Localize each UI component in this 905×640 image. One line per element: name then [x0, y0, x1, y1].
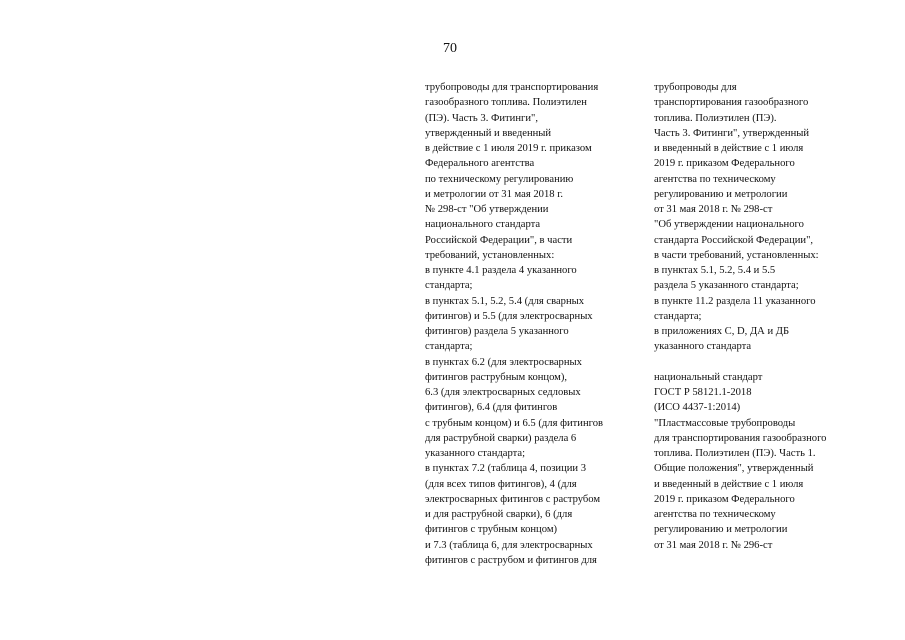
right-column-bottom-block	[654, 370, 886, 553]
text-line: в пункте 11.2 раздела 11 указанного	[654, 295, 816, 307]
text-line: "Об утверждении национального	[654, 219, 804, 231]
text-line: стандарта Российской Федерации",	[654, 234, 814, 246]
text-line: и 7.3 (таблица 6, для электросварных	[425, 539, 593, 551]
text-line: фитингов раструбным концом),	[425, 371, 568, 383]
text-line: в пунктах 7.2 (таблица 4, позиции 3	[425, 463, 587, 475]
text-line: национальный стандарт	[654, 371, 763, 383]
text-line: для транспортирования газообразного	[654, 432, 827, 444]
text-line: в пункте 4.1 раздела 4 указанного	[425, 265, 577, 276]
text-line: топлива. Полиэтилен (ПЭ). Часть 1.	[654, 448, 816, 459]
text-line: в пунктах 5.1, 5.2, 5.4 и 5.5	[654, 265, 776, 276]
text-line: трубопроводы для транспортирования	[425, 82, 599, 93]
text-line: национального стандарта	[425, 219, 541, 231]
text-line: ГОСТ Р 58121.1-2018	[654, 387, 752, 398]
text-line: указанного стандарта	[654, 341, 752, 353]
text-line: и метрологии от 31 мая 2018 г.	[425, 188, 564, 200]
text-line: от 31 мая 2018 г. № 296-ст	[654, 539, 773, 551]
text-line: фитингов с раструбом и фитингов для	[425, 554, 597, 566]
text-line: топлива. Полиэтилен (ПЭ).	[654, 112, 777, 124]
text-line: для раструбной сварки) раздела 6	[425, 432, 577, 444]
text-line: трубопроводы для	[654, 82, 737, 93]
text-line: регулированию и метрологии	[654, 524, 788, 536]
text-line: в приложениях С, D, ДА и ДБ	[654, 326, 790, 337]
text-line: стандарта;	[425, 280, 473, 292]
text-line: стандарта;	[654, 310, 702, 322]
text-line: в пунктах 5.1, 5.2, 5.4 (для сварных	[425, 295, 585, 307]
right-column-top-block	[654, 80, 886, 355]
text-line: (для всех типов фитингов), 4 (для	[425, 478, 577, 490]
text-line: 2019 г. приказом Федерального	[654, 493, 795, 505]
text-line: регулированию и метрологии	[654, 188, 788, 200]
text-line: агентства по техническому	[654, 173, 776, 185]
text-line: в действие с 1 июля 2019 г. приказом	[425, 143, 592, 154]
text-line: транспортирования газообразного	[654, 97, 809, 109]
text-line: Общие положения", утвержденный	[654, 463, 814, 475]
text-line: Российской Федерации", в части	[425, 234, 573, 246]
text-line: стандарта;	[425, 341, 473, 353]
right-column	[654, 80, 886, 553]
text-line: (ИСО 4437-1:2014)	[654, 402, 741, 414]
text-line: от 31 мая 2018 г. № 298-ст	[654, 204, 773, 215]
text-line: требований, установленных:	[425, 249, 555, 261]
text-line: Часть 3. Фитинги", утвержденный	[654, 127, 810, 139]
text-line: электросварных фитингов с раструбом	[425, 493, 601, 505]
text-line: 6.3 (для электросварных седловых	[425, 387, 581, 398]
text-line: раздела 5 указанного стандарта;	[654, 280, 799, 292]
text-line: в части требований, установленных:	[654, 249, 819, 261]
text-line: (ПЭ). Часть 3. Фитинги",	[425, 112, 538, 124]
text-line: утвержденный и введенный	[425, 127, 552, 139]
text-line: фитингов) раздела 5 указанного	[425, 326, 569, 337]
text-line: газообразного топлива. Полиэтилен	[425, 97, 587, 109]
paragraph-spacer	[654, 355, 886, 370]
page-number: 70	[443, 41, 457, 56]
text-line: и введенный в действие с 1 июля	[654, 478, 804, 490]
text-line: агентства по техническому	[654, 509, 776, 520]
text-line: № 298-ст "Об утверждении	[425, 204, 549, 215]
text-line: и введенный в действие с 1 июля	[654, 143, 804, 154]
text-line: в пунктах 6.2 (для электросварных	[425, 356, 582, 368]
text-line: и для раструбной сварки), 6 (для	[425, 509, 573, 520]
text-line: по техническому регулированию	[425, 173, 574, 185]
text-line: 2019 г. приказом Федерального	[654, 158, 795, 170]
text-line: указанного стандарта;	[425, 448, 526, 459]
text-line: фитингов с трубным концом)	[425, 524, 558, 536]
left-column	[425, 80, 647, 568]
text-line: с трубным концом) и 6.5 (для фитингов	[425, 417, 603, 429]
text-line: Федерального агентства	[425, 158, 535, 170]
text-line: фитингов) и 5.5 (для электросварных	[425, 310, 593, 322]
text-line: фитингов), 6.4 (для фитингов	[425, 402, 558, 414]
text-line: "Пластмассовые трубопроводы	[654, 417, 796, 429]
